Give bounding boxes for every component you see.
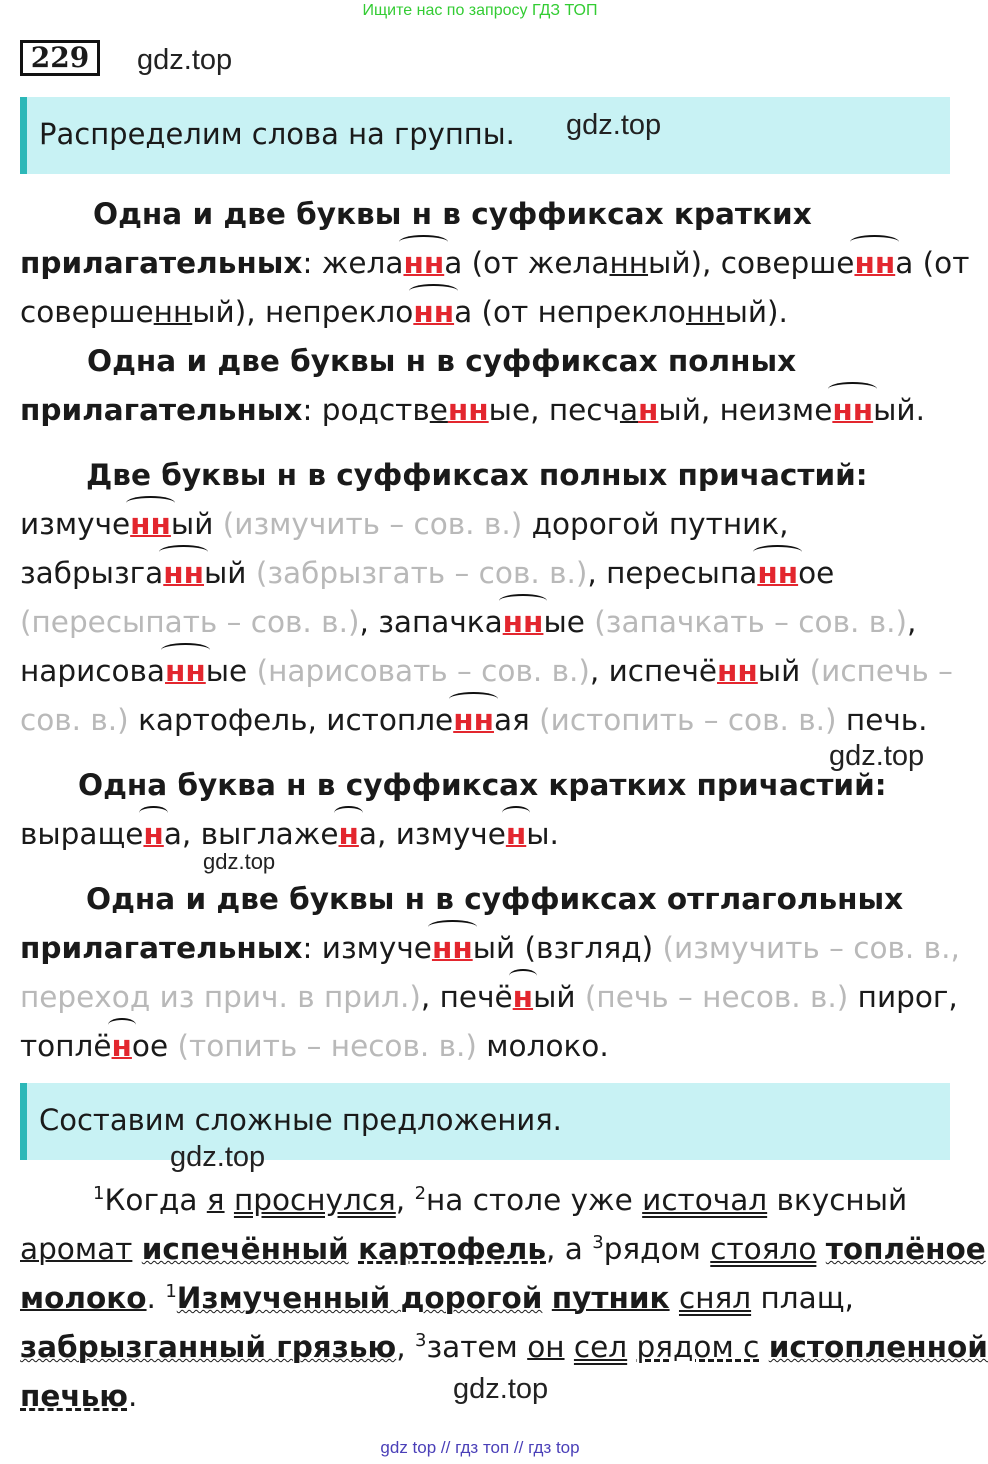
group5-line2: переход из прич. в прил.), печёный (печь – несов. в.) пирог, <box>20 977 958 1017</box>
group3-line4: нарисованные (нарисовать – сов. в.), испечённый (испечь – <box>20 651 953 691</box>
watermark: gdz.top <box>170 1141 266 1173</box>
exercise-number: 229 <box>20 40 100 76</box>
group1-line2: совершенный), непреклонна (от непреклонный). <box>20 292 788 332</box>
group3-line3: (пересыпать – сов. в.), запачканные (запачкать – сов. в.), <box>20 602 916 642</box>
section-title-1: Распределим слова на группы. <box>39 117 515 151</box>
section-band-1 <box>20 97 950 174</box>
promo-top[interactable]: Ищите нас по запросу ГДЗ ТОП <box>362 2 598 19</box>
sentence-line4: забрызганный грязью, $^3$затем он сел рядом с истопленной <box>20 1330 988 1364</box>
group2-line: прилагательных: родственные, песчаный, неизменный. <box>20 390 925 430</box>
watermark: gdz.top <box>137 44 233 76</box>
group3-heading: Две буквы н в суффиксах полных причастий: <box>86 458 868 492</box>
group3-line5: сов. в.) картофель, истопленная (истопить – сов. в.) печь. <box>20 700 928 740</box>
group4-heading: Одна буква н в суффиксах кратких причастий: <box>78 768 887 802</box>
group5-heading: Одна и две буквы н в суффиксах отглагольных <box>86 882 904 916</box>
sentence-line5: печью. <box>20 1379 138 1413</box>
section-title-2: Составим сложные предложения. <box>39 1103 562 1137</box>
group3-line1: измученный (измучить – сов. в.) дорогой путник, <box>20 504 788 544</box>
group3-line2: забрызганный (забрызгать – сов. в.), пересыпанное <box>20 553 834 593</box>
footer-links[interactable]: gdz top // гдз топ // гдз top <box>380 1438 580 1457</box>
group1-line1: прилагательных: желанна (от желанный), совершенна (от <box>20 243 969 283</box>
sentence-line2: аромат испечённый картофель, а $^3$рядом стояло топлёное <box>20 1232 986 1266</box>
group2-heading: Одна и две буквы н в суффиксах полных <box>87 344 797 378</box>
watermark: gdz.top <box>829 740 925 772</box>
watermark: gdz.top <box>453 1373 549 1405</box>
group5-line1: прилагательных: измученный (взгляд) (измучить – сов. в., <box>20 928 960 968</box>
watermark: gdz.top <box>566 109 662 141</box>
section-band-2 <box>20 1083 950 1160</box>
sentence-line3: молоко. $^1$Измученный дорогой путник снял плащ, <box>20 1281 854 1315</box>
watermark: gdz.top <box>203 849 276 874</box>
group4-line: выращена, выглажена, измучены. <box>20 814 559 854</box>
group5-line3: топлёное (топить – несов. в.) молоко. <box>20 1026 609 1066</box>
sentence-line1: $^1$Когда я проснулся, $^2$на столе уже источал вкусный <box>93 1183 908 1217</box>
group1-heading: Одна и две буквы н в суффиксах кратких <box>93 197 812 231</box>
